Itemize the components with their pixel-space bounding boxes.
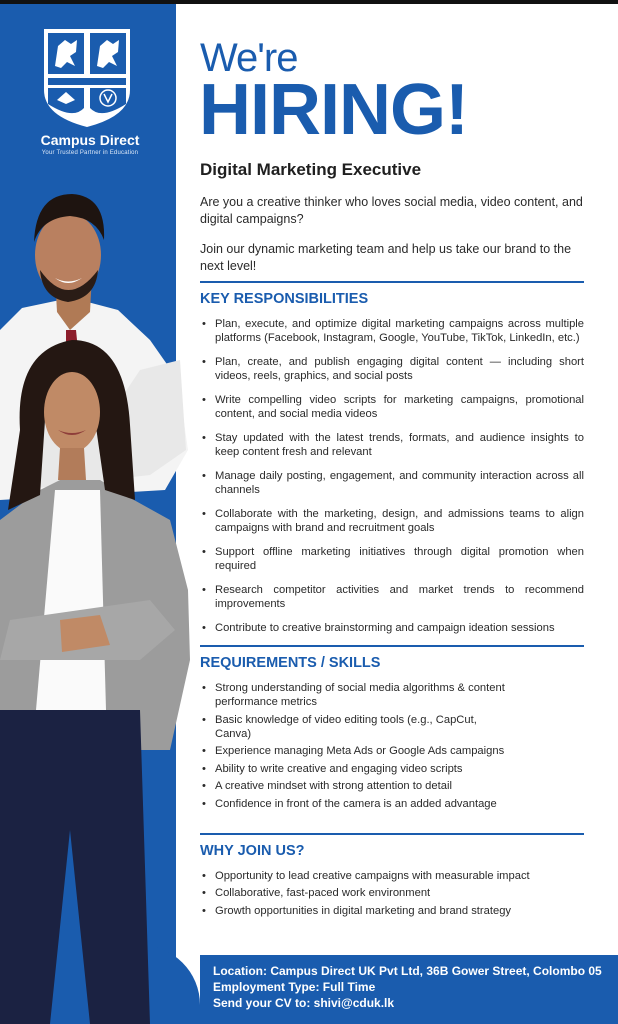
list-item: • Collaborate with the marketing, design, and admissions teams to align campaigns with brand and recruitment goals [200, 507, 584, 535]
woman-neck [58, 448, 86, 480]
list-item: • Ability to write creative and engaging video scripts [200, 762, 514, 776]
list-item: • A creative mindset with strong attention to detail [200, 779, 514, 793]
list-item: • Contribute to creative brainstorming and campaign ideation sessions [200, 621, 584, 635]
woman-face [44, 372, 100, 452]
list-item: • Experience managing Meta Ads or Google Ads campaigns [200, 744, 514, 758]
woman-trousers [0, 710, 150, 1024]
requirements-heading: REQUIREMENTS / SKILLS [200, 655, 381, 671]
intro-paragraph-1: Are you a creative thinker who loves social media, video content, and digital campaigns? [200, 195, 583, 226]
list-item: • Opportunity to lead creative campaigns with measurable impact [200, 869, 584, 883]
requirements-list [200, 681, 584, 811]
list-item: • Plan, create, and publish engaging digital content — including short videos, reels, graphics, and social posts [200, 355, 584, 383]
responsibilities-list [200, 317, 584, 635]
job-content [200, 160, 584, 921]
hero-line-hiring: HIRING! [199, 70, 468, 150]
list-item: • Support offline marketing initiatives through digital promotion when required [200, 545, 584, 573]
divider [200, 833, 584, 835]
divider [200, 281, 584, 283]
people-photo [0, 190, 200, 1024]
footer-employment-type: Employment Type: Full Time [213, 980, 376, 994]
list-item: • Plan, execute, and optimize digital marketing campaigns across multiple platforms (Facebook, Instagram, Google, YouTube, TikTok, LinkedIn, etc.) [200, 317, 584, 345]
job-title: Digital Marketing Executive [200, 160, 422, 179]
list-item: • Collaborative, fast-paced work environment [200, 886, 584, 900]
list-item: • Stay updated with the latest trends, formats, and audience insights to keep content fresh and relevant [200, 431, 584, 459]
footer-location: Location: Campus Direct UK Pvt Ltd, 36B Gower Street, Colombo 05 [213, 964, 602, 978]
list-item: • Manage daily posting, engagement, and community interaction across all channels [200, 469, 584, 497]
hero-line-were: We're [200, 36, 298, 80]
why-join-list [200, 869, 584, 918]
intro-paragraph-2: Join our dynamic marketing team and help us take our brand to the next level! [200, 242, 572, 273]
footer-send-cv: Send your CV to: shivi@cduk.lk [213, 996, 395, 1010]
responsibilities-heading: KEY RESPONSIBILITIES [200, 291, 369, 307]
list-item: • Research competitor activities and market trends to recommend improvements [200, 583, 584, 611]
brand-tagline: Your Trusted Partner in Education [41, 150, 139, 156]
list-item: • Write compelling video scripts for marketing campaigns, promotional content, and social media videos [200, 393, 584, 421]
list-item: • Growth opportunities in digital marketing and brand strategy [200, 904, 584, 918]
list-item: • Confidence in front of the camera is an added advantage [200, 797, 514, 811]
divider [200, 645, 584, 647]
list-item: • Strong understanding of social media algorithms & content performance metrics [200, 681, 514, 709]
campus-direct-logo [43, 28, 131, 128]
footer-contact-box [200, 955, 618, 1024]
list-item: • Basic knowledge of video editing tools (e.g., CapCut, Canva) [200, 713, 514, 741]
why-join-heading: WHY JOIN US? [200, 842, 305, 859]
brand-name: Campus Direct [40, 132, 140, 148]
